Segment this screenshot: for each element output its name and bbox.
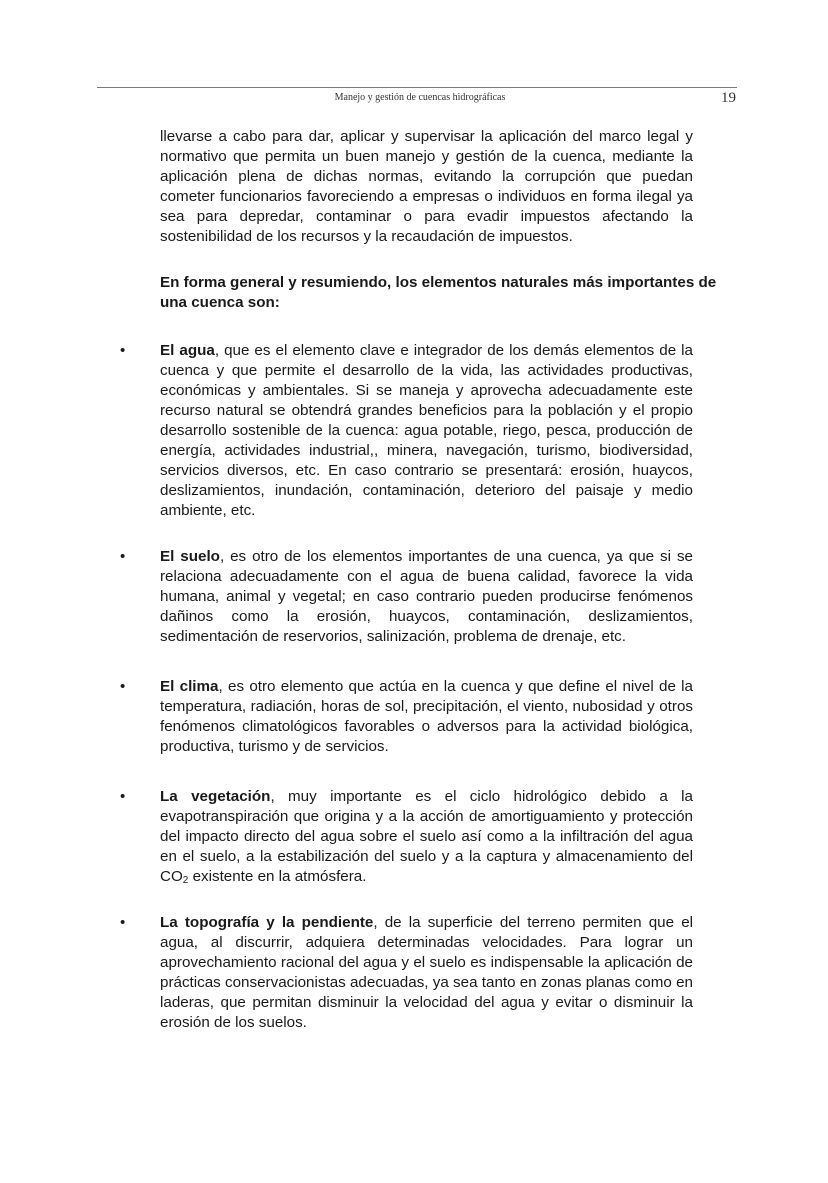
list-item-text: La vegetación, muy importante es el ciclo hidrológico debido a la evapotranspiración que origina y a la acción de amortiguamiento y protección del impacto directo del agua sobre el suelo así como a la infiltración del agua en el suelo, a la estabilización del suelo y a la captura y almacenamiento del $CO_2$ existente en la atmósfera. <box>160 788 693 886</box>
list-item-vegetacion <box>120 787 693 887</box>
running-title: Manejo y gestión de cuencas hidrográficas <box>334 92 506 103</box>
co2-formula: $CO_2$ <box>160 868 189 886</box>
intro-paragraph: llevarse a cabo para dar, aplicar y supervisar la aplicación del marco legal y normativo que permita un buen manejo y gestión de la cuenca, mediante la aplicación plena de dichas normas, evitando la corrupción que puedan cometer funcionarios favoreciendo a empresas o individuos en forma ilegal ya sea para depredar, contaminar o para evadir impuestos afectando la sostenibilidad de los recursos y la recaudación de impuestos. <box>160 128 693 245</box>
page-number: 19 <box>721 90 736 106</box>
list-item-term: La topografía y la pendiente <box>160 914 374 931</box>
list-item-text: El suelo, es otro de los elementos importantes de una cuenca, ya que si se relaciona adecuadamente con el agua de buena calidad, favorece la vida humana, animal y vegetal; en caso contrario pueden producirse fenómenos dañinos como la erosión, huaycos, contaminación, deslizamientos, sedimentación de reservorios, salinización, problema de drenaje, etc. <box>160 548 693 645</box>
bullet-icon: • <box>120 788 126 805</box>
list-item-text: El agua, que es el elemento clave e integrador de los demás elementos de la cuenca y que permite el desarrollo de la vida, las actividades productivas, económicas y ambientales. Si se maneja y aprovecha adecuadamente este recurso natural se obtendrá grandes beneficios para la población y el propio desarrollo sostenible de la cuenca: agua potable, riego, pesca, producción de energía, actividades industrial,, minera, navegación, turismo, biodiversidad, servicios diversos, etc. En caso contrario se presentará: erosión, huaycos, deslizamientos, inundación, contaminación, deterioro del paisaje y medio ambiente, etc. <box>160 342 693 519</box>
list-item-topografia <box>120 913 693 1033</box>
running-header <box>0 92 828 103</box>
list-item-term: El clima <box>160 678 219 695</box>
list-item-text: La topografía y la pendiente, de la superficie del terreno permiten que el agua, al discurrir, adquiera determinadas velocidades. Para lograr un aprovechamiento racional del agua y el suelo es indispensable la aplicación de prácticas conservacionistas adecuadas, ya sea tanto en zonas planas como en laderas, que permitan disminuir la velocidad del agua y evitar o disminuir la erosión de los suelos. <box>160 914 694 1031</box>
bullet-icon: • <box>120 914 126 931</box>
list-item-term: El suelo <box>160 548 220 565</box>
list-item-text: El clima, es otro elemento que actúa en la cuenca y que define el nivel de la temperatura, radiación, horas de sol, precipitación, el viento, nubosidad y otros fenómenos climatológicos favorables o adversos para la actividad biológica, productiva, turismo y de servicios. <box>160 678 694 755</box>
list-item-suelo <box>120 547 693 647</box>
bullet-icon: • <box>120 548 126 565</box>
list-item-term: El agua <box>160 342 215 359</box>
summary-heading: En forma general y resumiendo, los elementos naturales más importantes de una cuenca son: <box>160 274 717 311</box>
header-rule <box>97 87 737 88</box>
bullet-icon: • <box>120 342 126 359</box>
list-item-term: La vegetación <box>160 788 271 805</box>
list-item-agua <box>120 341 693 521</box>
list-item-clima <box>120 677 693 757</box>
bullet-icon: • <box>120 678 126 695</box>
